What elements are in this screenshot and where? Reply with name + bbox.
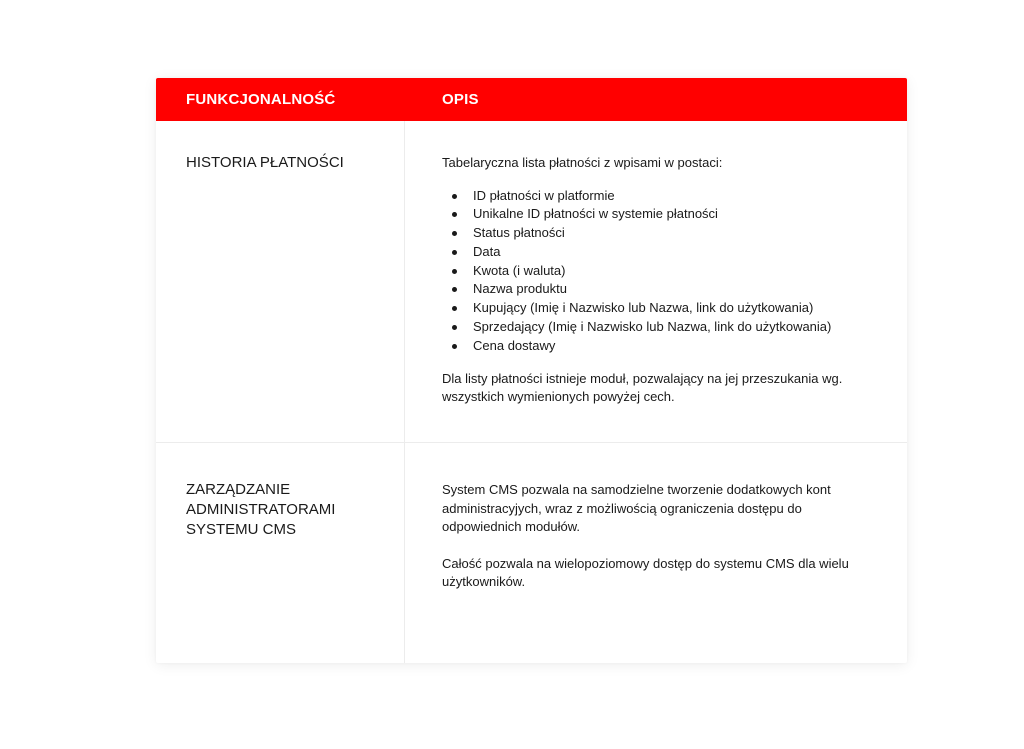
feature-table (156, 78, 907, 663)
feature-name-payment-history: HISTORIA PŁATNOŚCI (186, 154, 344, 171)
header-description: OPIS (442, 91, 479, 108)
field-list (442, 187, 882, 356)
feature-description-cms-admins (442, 481, 882, 592)
list-item: Nazwa produktu (473, 280, 882, 299)
table-header (156, 78, 907, 121)
description-paragraph-1: System CMS pozwala na samodzielne tworzenie dodatkowych kont administracyjych, wraz z możliwością ograniczenia dostępu do odpowiednich modułów. (442, 482, 831, 534)
list-item: Data (473, 243, 882, 262)
list-item: Cena dostawy (473, 337, 882, 356)
list-item: ID płatności w platformie (473, 187, 882, 206)
description-outro: Dla listy płatności istnieje moduł, pozwalający na jej przeszukania wg. wszystkich wymienionych powyżej cech. (442, 370, 843, 405)
list-item: Unikalne ID płatności w systemie płatności (473, 205, 882, 224)
list-item: Sprzedający (Imię i Nazwisko lub Nazwa, link do użytkowania) (473, 318, 882, 337)
description-intro: Tabelaryczna lista płatności z wpisami w postaci: (442, 155, 723, 170)
description-paragraph-2: Całość pozwala na wielopoziomowy dostęp do systemu CMS dla wielu użytkowników. (442, 555, 849, 589)
feature-name-cms-admins: ZARZĄDZANIE ADMINISTRATORAMI SYSTEMU CMS (186, 481, 336, 538)
list-item: Kupujący (Imię i Nazwisko lub Nazwa, link do użytkowania) (473, 299, 882, 318)
column-divider (404, 121, 405, 663)
list-item: Kwota (i waluta) (473, 262, 882, 281)
list-item: Status płatności (473, 224, 882, 243)
header-functionality: FUNKCJONALNOŚĆ (186, 91, 336, 108)
row-divider (156, 442, 907, 443)
feature-description-payment-history (442, 154, 882, 407)
